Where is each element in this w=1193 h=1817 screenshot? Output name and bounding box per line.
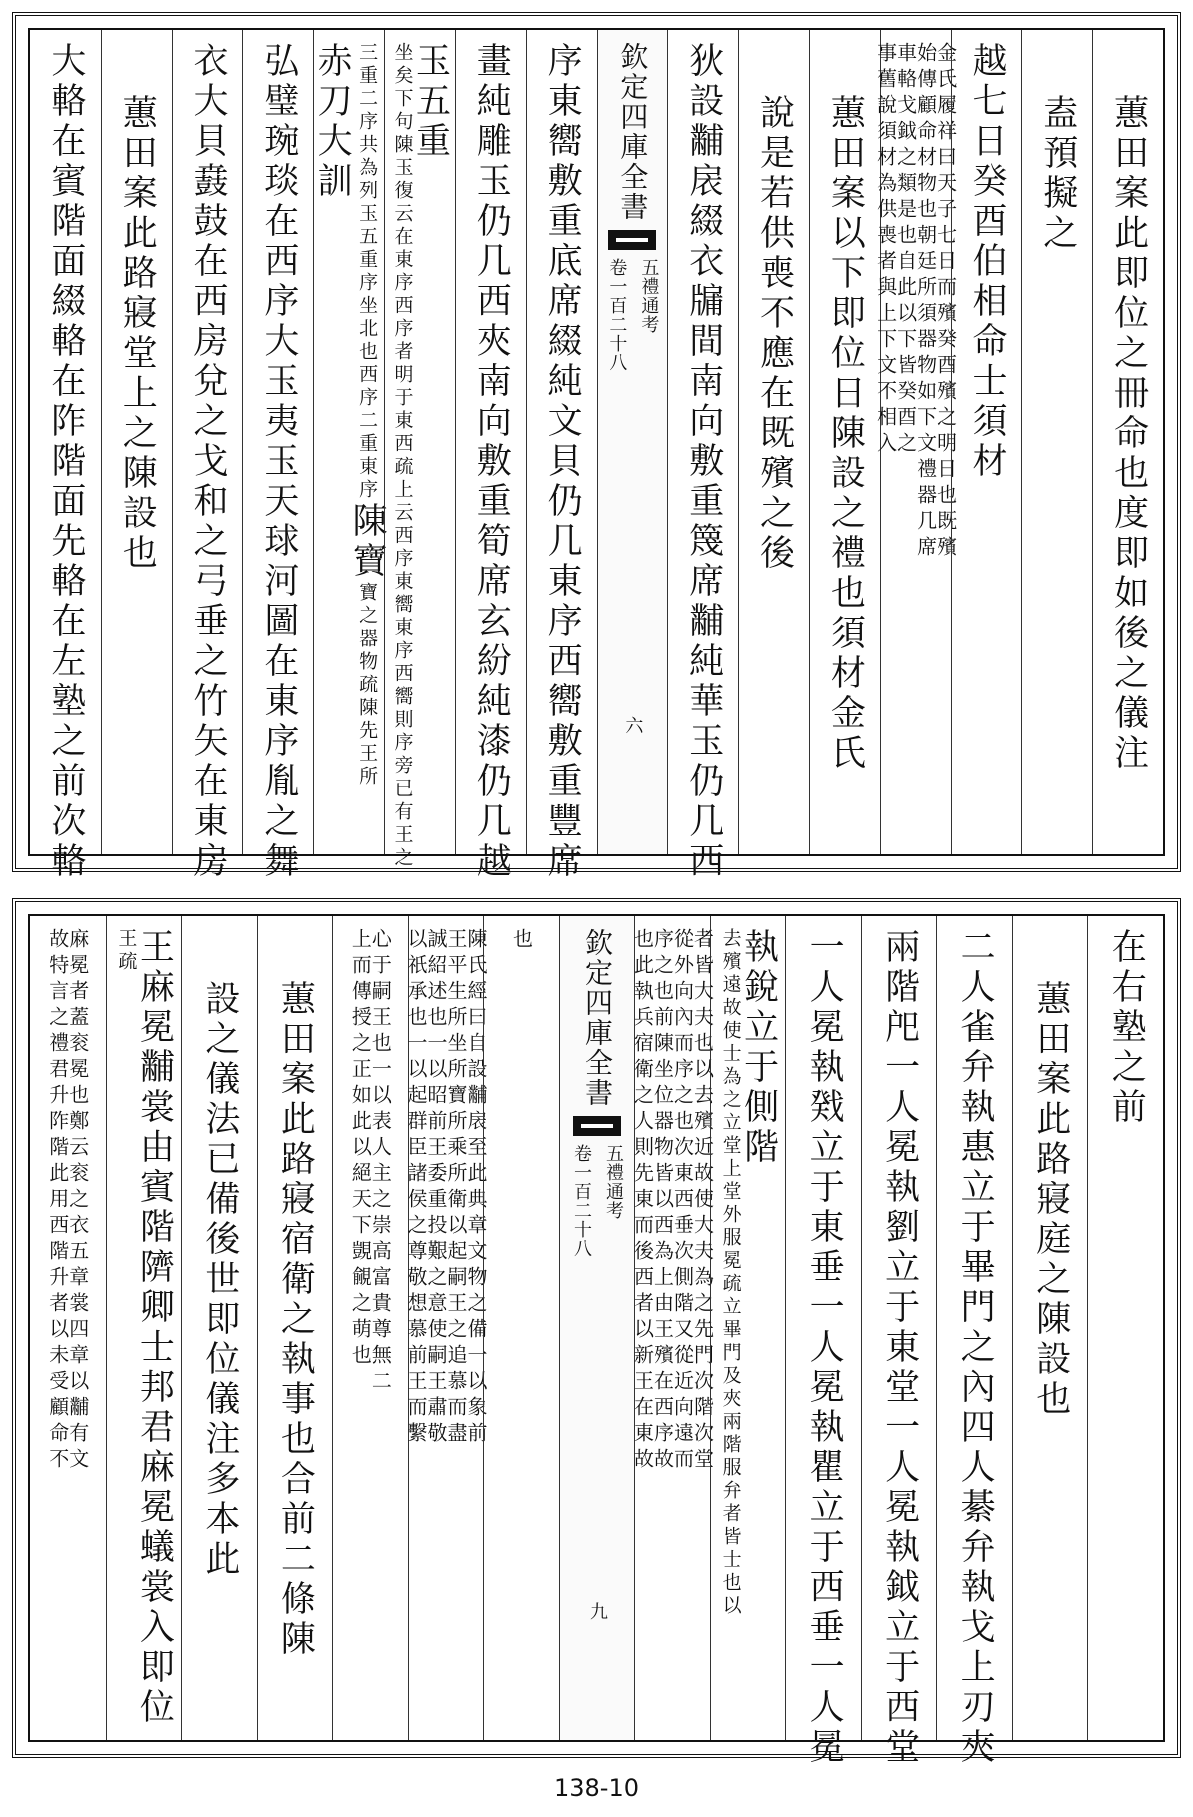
commentary-line: 陳氏經曰自設黼扆至此典章文物之備一以象前 bbox=[463, 928, 488, 1448]
bottom-commentary-column bbox=[30, 916, 106, 1740]
top-text-column bbox=[242, 30, 313, 882]
bottom-text-column bbox=[861, 916, 937, 1768]
book-title: 欽定四庫全書 bbox=[616, 42, 650, 222]
main-text-line: 陳寶 bbox=[347, 502, 388, 582]
commentary-line: 心于嗣王也一以表人主之崇高富貴尊無二 bbox=[368, 928, 393, 1396]
main-text-line: 弘璧琬琰在西序大玉夷玉天球河圖在東序胤之舞 bbox=[258, 42, 299, 882]
main-text-line: 玉五重 bbox=[410, 42, 451, 162]
top-text-column bbox=[526, 30, 597, 882]
top-text-column bbox=[172, 30, 243, 882]
top-commentary-column bbox=[873, 30, 958, 854]
commentary-line: 車輅戈鉞之類是也自此以下皆癸酉之 bbox=[893, 42, 918, 458]
bottom-text-column bbox=[785, 916, 861, 1768]
commentary-line: 去殯遠故使士為之立堂上堂外服冕 bbox=[719, 928, 742, 1273]
main-text-line: 蕙田案此路寢堂上之陳設也 bbox=[117, 94, 158, 574]
commentary-line: 三重二序共為列玉五重 bbox=[356, 42, 379, 272]
commentary-line: 疏 bbox=[115, 951, 138, 974]
mixed-stack bbox=[115, 928, 175, 1740]
page-panel-bottom bbox=[12, 898, 1181, 1768]
page-panel-top bbox=[12, 12, 1181, 882]
main-text-line: 序東嚮敷重底席綴純文貝仍几東序西嚮敷重豐席 bbox=[542, 42, 583, 882]
main-text-line: 大輅在賓階面綴輅在阼階面先輅在左塾之前次輅 bbox=[45, 42, 86, 882]
top-text-column bbox=[101, 30, 172, 854]
bottom-text-column bbox=[181, 916, 257, 1740]
main-text-line: 說是若供喪不應在既殯之後 bbox=[754, 94, 795, 574]
top-mixed-column bbox=[312, 30, 388, 854]
interlinear-note bbox=[115, 928, 138, 974]
commentary-line: 始傳顧命材物也朝廷所須器物如下文禮器几席 bbox=[913, 42, 938, 562]
commentary-line: 坐矣下句陳玉復云在東序西序者明于東西 bbox=[391, 42, 414, 456]
commentary-line: 麻冕者蓋衮冕也鄭云衮之衣五章裳四章以黼有文 bbox=[65, 928, 90, 1474]
main-text-line: 兩階戺一人冕執劉立于東堂一人冕執鉞立于西堂 bbox=[879, 928, 920, 1768]
commentary-line: 疏立畢門及夾兩階服弁者皆士也以 bbox=[719, 1273, 742, 1618]
commentary-line: 王平生所坐所寶所乘所衛以起嗣王之追慕而盡 bbox=[443, 928, 468, 1448]
volume-label: 卷一百二十八 bbox=[571, 1144, 593, 1258]
bottom-text-column bbox=[1012, 916, 1088, 1740]
main-text-line: 設之儀法已備後世即位儀注多本此 bbox=[199, 980, 240, 1580]
commentary-line: 金氏履祥曰天子七日而殯癸酉殯之明日也既殯 bbox=[933, 42, 958, 562]
main-text-line: 越七日癸酉伯相命士須材 bbox=[966, 42, 1007, 482]
volume-label: 卷一百二十八 bbox=[606, 258, 628, 372]
commentary-line: 王 bbox=[115, 928, 138, 951]
commentary-line: 事舊說須材為供喪者與上下文不相入 bbox=[873, 42, 898, 458]
fish-tail-mark-icon bbox=[573, 1116, 621, 1136]
bottom-mixed-column bbox=[710, 916, 786, 1740]
bottom-text-column bbox=[257, 916, 333, 1740]
fish-tail-mark-icon bbox=[608, 230, 656, 250]
main-text-line: 一人冕執戣立于東垂一人冕執瞿立于西垂一人冕 bbox=[804, 928, 845, 1768]
commentary-line: 疏陳先王所 bbox=[356, 674, 379, 789]
top-text-column bbox=[951, 30, 1022, 854]
main-text-line: 王麻冕黼裳由賓階隮卿士邦君麻冕蟻裳入即位 bbox=[134, 928, 175, 1728]
bottom-text-column bbox=[936, 916, 1012, 1768]
top-book-spine-column bbox=[597, 30, 668, 854]
volume-info bbox=[603, 258, 661, 372]
commentary-line: 誠紹述也一以昭前王委重投艱之意使嗣王肅敬 bbox=[423, 928, 448, 1448]
main-text-line: 蕙田案此路寢庭之陳設也 bbox=[1030, 980, 1071, 1420]
bottom-commentary-column bbox=[332, 916, 408, 1740]
commentary-line: 上而傳授之正如此以絕天下覬覦之萌也 bbox=[348, 928, 373, 1370]
bottom-commentary-column bbox=[403, 916, 488, 1740]
top-mixed-column bbox=[384, 30, 455, 870]
mixed-stack bbox=[719, 928, 779, 1740]
top-text-column bbox=[667, 30, 738, 882]
top-text-column bbox=[30, 30, 101, 882]
main-text-line: 畫純雕玉仍几西夾南向敷重筍席玄紛純漆仍几越 bbox=[471, 42, 512, 882]
text-frame-bottom bbox=[28, 914, 1165, 1768]
main-text-line: 執銳立于側階 bbox=[738, 928, 779, 1168]
commentary-line: 也此執兵宿衛之人則先東而後西者以新王在東故 bbox=[630, 928, 655, 1474]
commentary-line: 序之也前陳坐位器物皆以西為上由王殯在西序故 bbox=[650, 928, 675, 1474]
commentary-line: 寶之器物 bbox=[356, 582, 379, 674]
column-row-top bbox=[30, 30, 1163, 882]
interlinear-note bbox=[391, 42, 414, 870]
volume-label: 五禮通考 bbox=[603, 1144, 625, 1220]
bottom-text-column bbox=[1087, 916, 1163, 1740]
text-frame-top bbox=[28, 28, 1165, 882]
commentary-line: 者皆大夫也以去殯近故使大夫為之先門次階次堂 bbox=[690, 928, 715, 1474]
main-text-line: 衣大貝鼖鼓在西房兌之戈和之弓垂之竹矢在東房 bbox=[188, 42, 229, 882]
main-text-line: 二人雀弁執惠立于畢門之內四人綦弁執戈上刃夾 bbox=[955, 928, 996, 1768]
top-text-column bbox=[738, 30, 809, 854]
top-text-column bbox=[455, 30, 526, 882]
top-text-column bbox=[1021, 30, 1092, 854]
commentary-line: 也 bbox=[509, 928, 534, 954]
top-text-column bbox=[809, 30, 880, 854]
bottom-book-spine-column bbox=[559, 916, 635, 1740]
main-text-line: 狄設黼扆綴衣牖間南向敷重篾席黼純華玉仍几西 bbox=[683, 42, 724, 882]
leaf-number: 六 bbox=[622, 716, 644, 734]
main-text-line: 在右塾之前 bbox=[1106, 928, 1147, 1128]
main-text-line: 蕙田案此即位之冊命也度即如後之儀注 bbox=[1108, 94, 1149, 774]
interlinear-note bbox=[721, 928, 740, 1618]
commentary-line: 故特言之禮君升阼階此用西階升者以未受顧命不 bbox=[45, 928, 70, 1474]
commentary-line: 從外向內而序之也次東西垂次側階又從近向遠而 bbox=[670, 928, 695, 1474]
column-row-bottom bbox=[30, 916, 1163, 1768]
volume-info bbox=[568, 1144, 626, 1258]
mixed-stack bbox=[312, 42, 388, 854]
main-text-line: 蕙田案以下即位日陳設之禮也須材金氏 bbox=[825, 94, 866, 774]
top-text-column bbox=[1092, 30, 1163, 854]
main-text-line: 蕙田案此路寢宿衛之執事也合前二條陳 bbox=[275, 980, 316, 1660]
leaf-number: 九 bbox=[587, 1602, 609, 1620]
interlinear-note bbox=[356, 582, 379, 789]
commentary-line: 疏上云西序東嚮東序西嚮則序旁已有王之 bbox=[391, 456, 414, 870]
bottom-commentary-column bbox=[483, 916, 559, 1740]
main-text-line: 盍預擬之 bbox=[1037, 94, 1078, 254]
page-footer-number: 138-10 bbox=[553, 1774, 639, 1802]
interlinear-note bbox=[356, 42, 379, 502]
commentary-line: 序坐北也西序二重東序 bbox=[356, 272, 379, 502]
book-title: 欽定四庫全書 bbox=[581, 928, 615, 1108]
main-text-line: 赤刀大訓 bbox=[312, 42, 353, 202]
mixed-stack bbox=[391, 42, 451, 870]
bottom-commentary-column bbox=[630, 916, 715, 1740]
volume-label: 五禮通考 bbox=[638, 258, 660, 334]
bottom-mixed-column bbox=[106, 916, 182, 1740]
commentary-line: 以祇承也一以起群臣諸侯之尊敬想慕前王而繫 bbox=[403, 928, 428, 1448]
